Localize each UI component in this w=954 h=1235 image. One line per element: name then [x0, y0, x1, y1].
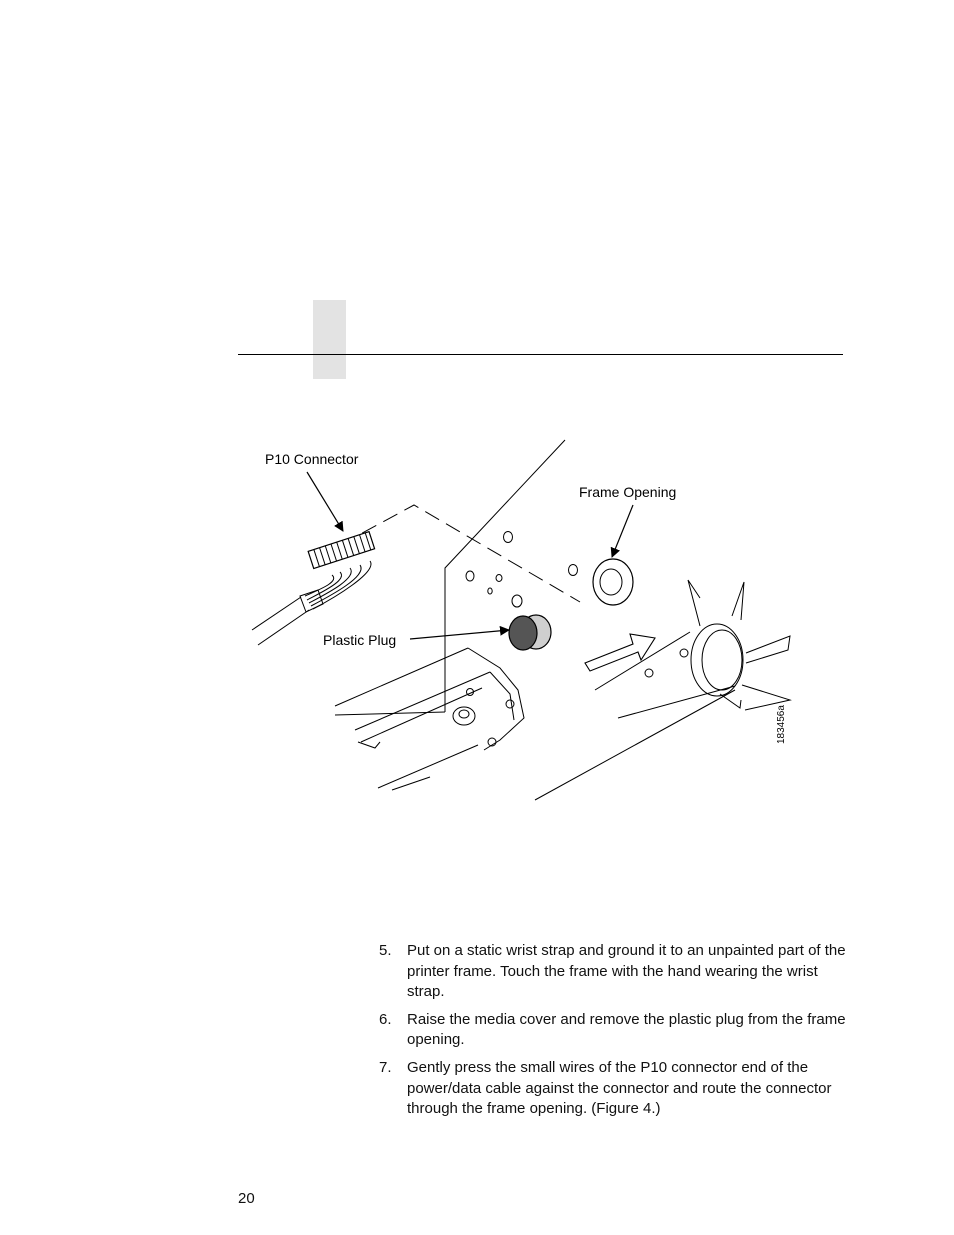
- mechanism-screw: [459, 710, 469, 718]
- page-number: 20: [238, 1190, 255, 1207]
- step-number: 6.: [379, 1010, 392, 1028]
- list-item: [379, 1058, 849, 1120]
- leader-p10-connector: [307, 472, 343, 531]
- fin: [688, 580, 700, 626]
- mechanism-edge: [355, 672, 490, 730]
- cylinder-edge: [618, 686, 735, 718]
- frame-opening-ring-outer: [593, 559, 633, 605]
- fin: [720, 694, 741, 708]
- mechanism-tab: [358, 742, 380, 748]
- fin: [746, 636, 790, 663]
- mechanism-bracket: [490, 672, 514, 720]
- plate-hole: [466, 571, 474, 581]
- cable: [258, 610, 309, 645]
- step-number: 7.: [379, 1058, 392, 1076]
- mechanism-edge: [392, 777, 430, 790]
- plate-hole: [488, 588, 492, 594]
- fin: [732, 582, 744, 620]
- screw: [645, 669, 653, 677]
- plate-hole: [504, 532, 513, 543]
- list-item: [379, 941, 849, 1003]
- plate-hole: [512, 595, 522, 607]
- step-text: Gently press the small wires of the P10 connector end of the power/data cable against the connector and route the connector through the frame opening. (Figure 4.): [407, 1058, 832, 1118]
- p10-connector: [308, 532, 374, 569]
- cylinder-edge: [595, 632, 690, 690]
- frame-opening-ring-inner: [600, 569, 622, 595]
- plastic-plug: [509, 615, 551, 650]
- cylinder-end-inner: [702, 630, 742, 690]
- step-number: 5.: [379, 942, 392, 959]
- cable: [252, 597, 301, 630]
- plate-hole: [496, 575, 502, 582]
- label-p10-connector: P10 Connector: [265, 451, 359, 467]
- mechanism-edge: [361, 688, 482, 742]
- connector-wire: [311, 565, 361, 606]
- cylinder-end-ring: [691, 624, 743, 696]
- plate-hole: [569, 565, 578, 576]
- connector-wire: [309, 568, 351, 603]
- direction-arrow: [585, 634, 655, 671]
- step-text: Raise the media cover and remove the plastic plug from the frame opening.: [407, 1010, 846, 1049]
- label-plastic-plug: Plastic Plug: [323, 632, 397, 648]
- figure-id: 183456a: [776, 705, 787, 744]
- screw: [680, 649, 688, 657]
- mechanism-screw: [506, 700, 514, 708]
- mechanism-bracket: [468, 648, 524, 750]
- cylinder-edge: [535, 690, 735, 800]
- leader-plastic-plug: [410, 630, 509, 639]
- leader-frame-opening: [612, 505, 633, 557]
- list-item: [379, 1010, 849, 1051]
- step-text: Put on a static wrist strap and ground it to an unpainted part of the printer frame. Touch the frame with the hand wearing the wrist strap.: [407, 942, 846, 1001]
- frame-plate-outline: [445, 440, 565, 712]
- mechanism-edge: [378, 745, 478, 788]
- label-frame-opening: Frame Opening: [579, 484, 677, 500]
- instruction-steps: [379, 941, 849, 1127]
- mechanism-edge: [335, 648, 468, 706]
